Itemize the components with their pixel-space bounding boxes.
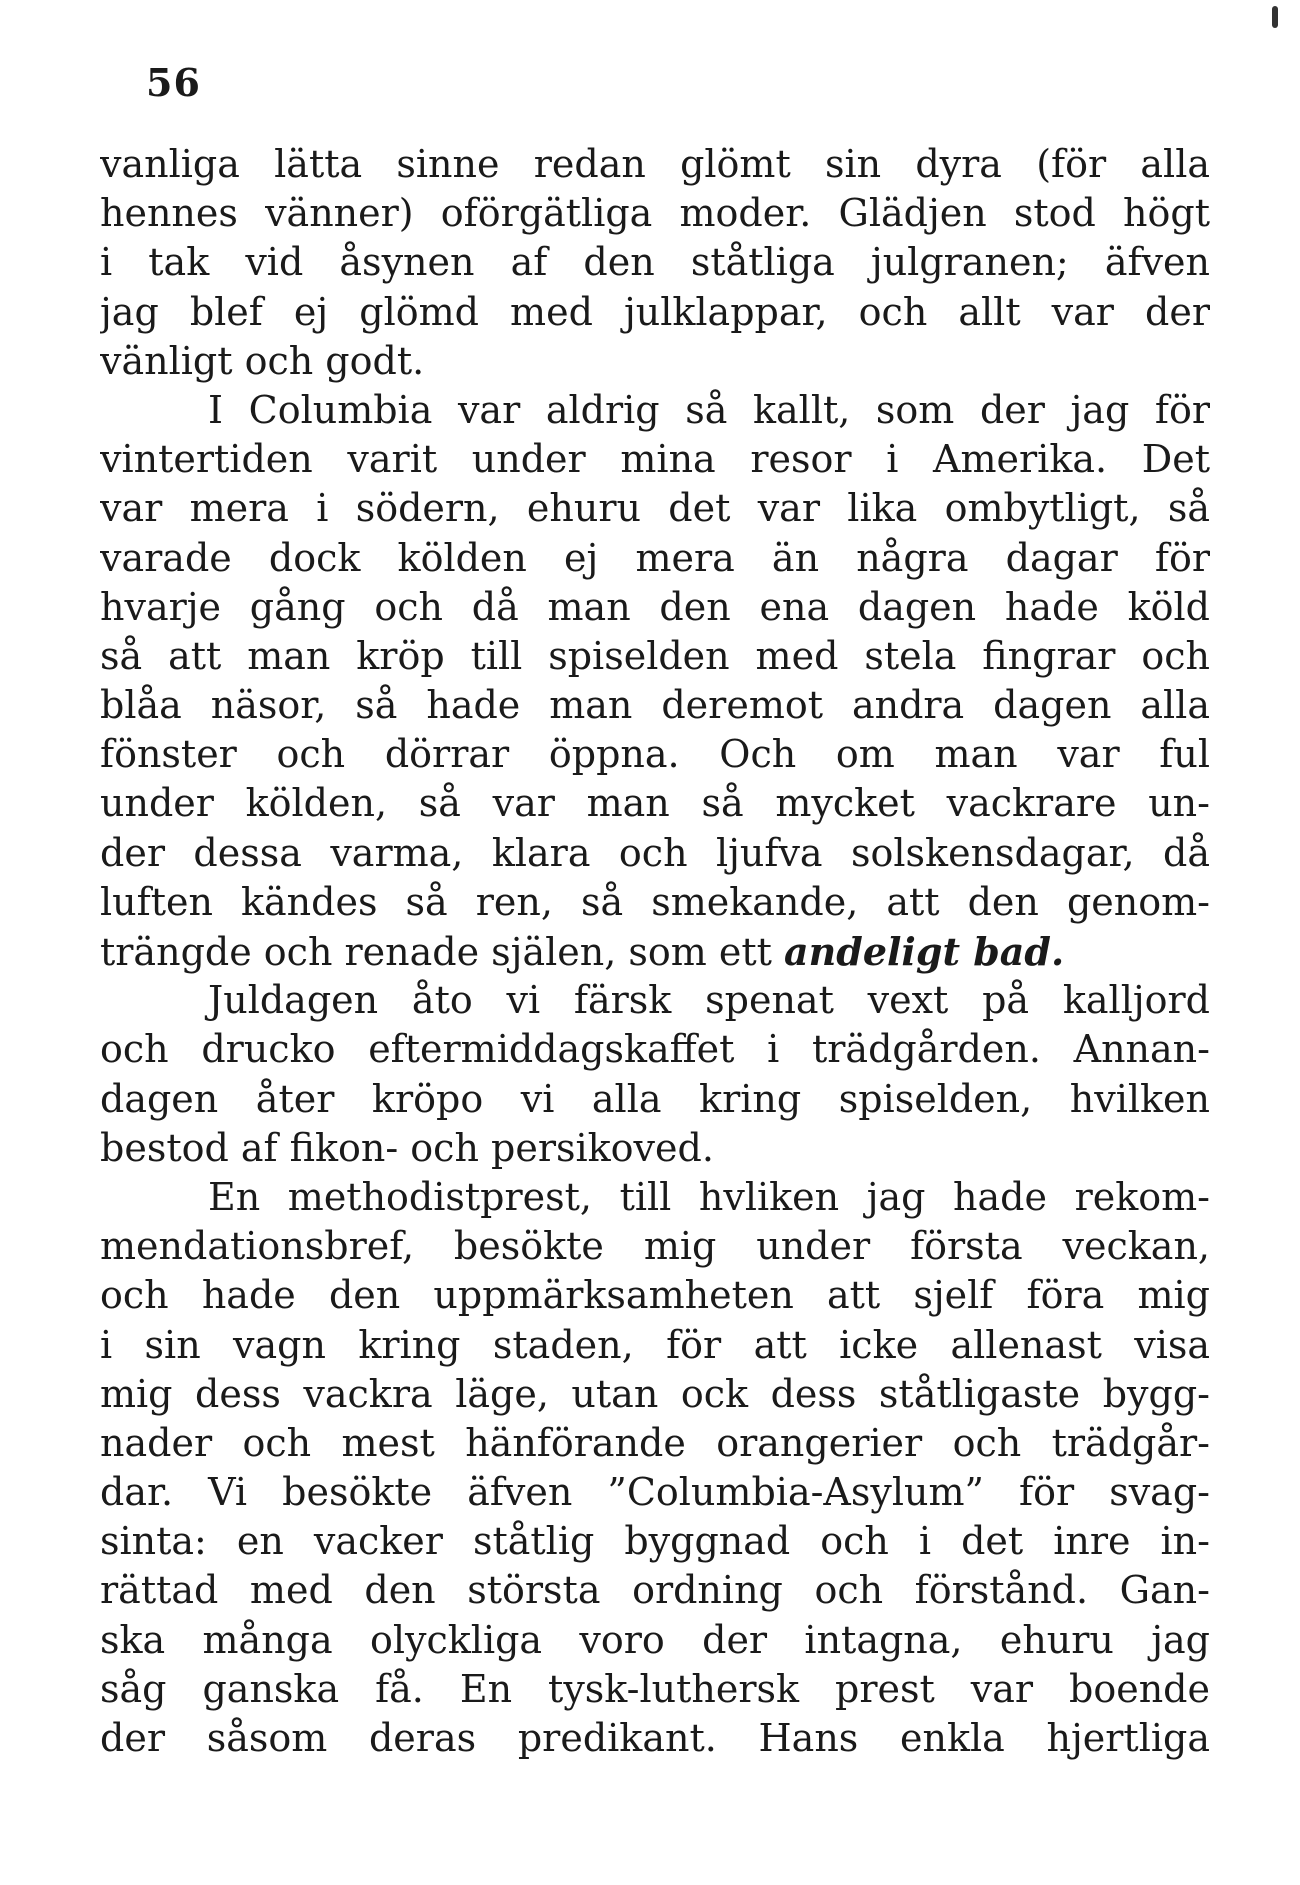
emphasized-text: andeligt bad. (784, 929, 1065, 974)
text-line: nader och mest hänförande orangerier och trädgår- (100, 1420, 1210, 1465)
text-line: vänligt och godt. (100, 338, 425, 383)
text-line: var mera i södern, ehuru det var lika ombytligt, så (100, 486, 1210, 531)
text-line: i sin vagn kring staden, för att icke allenast visa (100, 1322, 1210, 1367)
text-line: hvarje gång och då man den ena dagen hade köld (100, 584, 1210, 629)
page-number: 56 (146, 60, 201, 105)
text-line: mendationsbref, besökte mig under första veckan, (100, 1224, 1210, 1269)
text-line-lead: trängde och renade själen, som ett (100, 930, 772, 974)
text-line (100, 927, 1210, 976)
text-line: och hade den uppmärksamheten att sjelf föra mig (100, 1273, 1210, 1318)
text-line: Juldagen åto vi färsk spenat vext på kalljord (208, 978, 1210, 1023)
scan-mark (1272, 6, 1278, 28)
text-line: bestod af fikon- och persikoved. (100, 1125, 714, 1170)
text-line: dagen åter kröpo vi alla kring spiselden, hvilken (100, 1076, 1210, 1121)
text-line: i tak vid åsynen af den ståtliga julgranen; äfven (100, 240, 1210, 285)
text-line: En methodistprest, till hvliken jag hade rekom- (208, 1174, 1210, 1219)
text-line: rättad med den största ordning och förstånd. Gan- (100, 1568, 1210, 1613)
text-line: såg ganska få. En tysk-luthersk prest var boende (100, 1666, 1210, 1711)
text-line: dar. Vi besökte äfven ”Columbia-Asylum” för svag- (100, 1470, 1210, 1515)
text-line: blåa näsor, så hade man deremot andra dagen alla (100, 683, 1210, 728)
text-line: luften kändes så ren, så smekande, att den genom- (100, 879, 1210, 924)
text-line: fönster och dörrar öppna. Och om man var ful (100, 732, 1210, 777)
text-line: mig dess vackra läge, utan ock dess ståtligaste bygg- (100, 1371, 1210, 1416)
text-line: sinta: en vacker ståtlig byggnad och i det inre in- (100, 1519, 1210, 1564)
text-line: der dessa varma, klara och ljufva solskensdagar, då (100, 830, 1210, 875)
text-line: jag blef ej glömd med julklappar, och allt var der (100, 289, 1210, 334)
text-line: der såsom deras predikant. Hans enkla hjertliga (100, 1716, 1210, 1760)
text-line: så att man kröp till spiselden med stela fingrar och (100, 633, 1210, 678)
text-line: I Columbia var aldrig så kallt, som der jag för (208, 387, 1210, 432)
text-line: hennes vänner) oförgätliga moder. Glädjen stod högt (100, 191, 1210, 236)
text-line: under kölden, så var man så mycket vackrare un- (100, 781, 1210, 826)
text-line: ska många olyckliga voro der intagna, ehuru jag (100, 1617, 1210, 1662)
text-line: varade dock kölden ej mera än några dagar för (100, 535, 1210, 580)
body-text (100, 140, 1210, 1763)
text-line: vanliga lätta sinne redan glömt sin dyra (för alla (100, 142, 1210, 186)
text-line: vintertiden varit under mina resor i Amerika. Det (100, 437, 1210, 482)
text-line: och drucko eftermiddagskaffet i trädgården. Annan- (100, 1027, 1210, 1072)
